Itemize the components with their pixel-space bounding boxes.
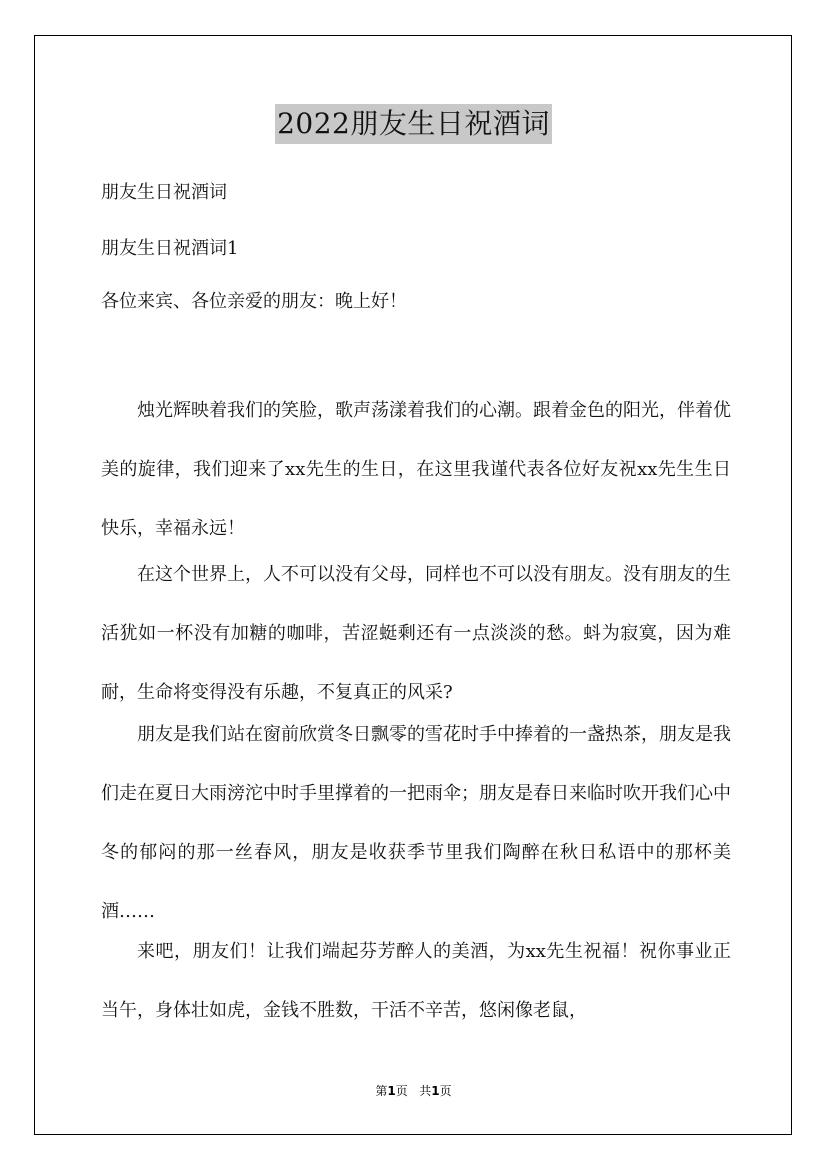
paragraph: 来吧，朋友们！让我们端起芬芳醉人的美酒，为xx先生祝福！祝你事业正当午，身体壮如虎，金钱不胜数，干活不辛苦，悠闲像老鼠， bbox=[101, 941, 731, 1021]
page-label-prefix: 第 bbox=[375, 1084, 388, 1098]
document-title: 2022朋友生日祝酒词 bbox=[275, 104, 552, 144]
document-subtitle: 朋友生日祝酒词 bbox=[101, 182, 227, 203]
page-footer bbox=[0, 1082, 827, 1099]
greeting-line: 各位来宾、各位亲爱的朋友：晚上好！ bbox=[101, 291, 407, 312]
section-heading: 朋友生日祝酒词1 bbox=[101, 238, 239, 259]
page-number: 1 bbox=[387, 1084, 396, 1098]
paragraph: 烛光辉映着我们的笑脸，歌声荡漾着我们的心潮。跟着金色的阳光，伴着优美的旋律，我们迎来了xx先生的生日，在这里我谨代表各位好友祝xx先生生日快乐，幸福永远！ bbox=[101, 400, 731, 539]
total-suffix: 页 bbox=[439, 1084, 452, 1098]
paragraph: 在这个世界上，人不可以没有父母，同样也不可以没有朋友。没有朋友的生活犹如一杯没有加糖的咖啡，苦涩蜓剩还有一点淡淡的愁。蚪为寂寞，因为难耐，生命将变得没有乐趣，不复真正的风采? bbox=[101, 564, 731, 703]
paragraph: 朋友是我们站在窗前欣赏冬日飘零的雪花时手中捧着的一盏热茶，朋友是我们走在夏日大雨滂沱中时手里撑着的一把雨伞；朋友是春日来临时吹开我们心中冬的郁闷的那一丝春风，朋友是收获季节里我们陶醉在秋日私语中的那杯美酒…… bbox=[101, 724, 731, 922]
page-label-suffix: 页 bbox=[395, 1084, 408, 1098]
title-container bbox=[0, 104, 827, 144]
total-prefix: 共 bbox=[419, 1084, 432, 1098]
total-pages: 1 bbox=[431, 1084, 440, 1098]
